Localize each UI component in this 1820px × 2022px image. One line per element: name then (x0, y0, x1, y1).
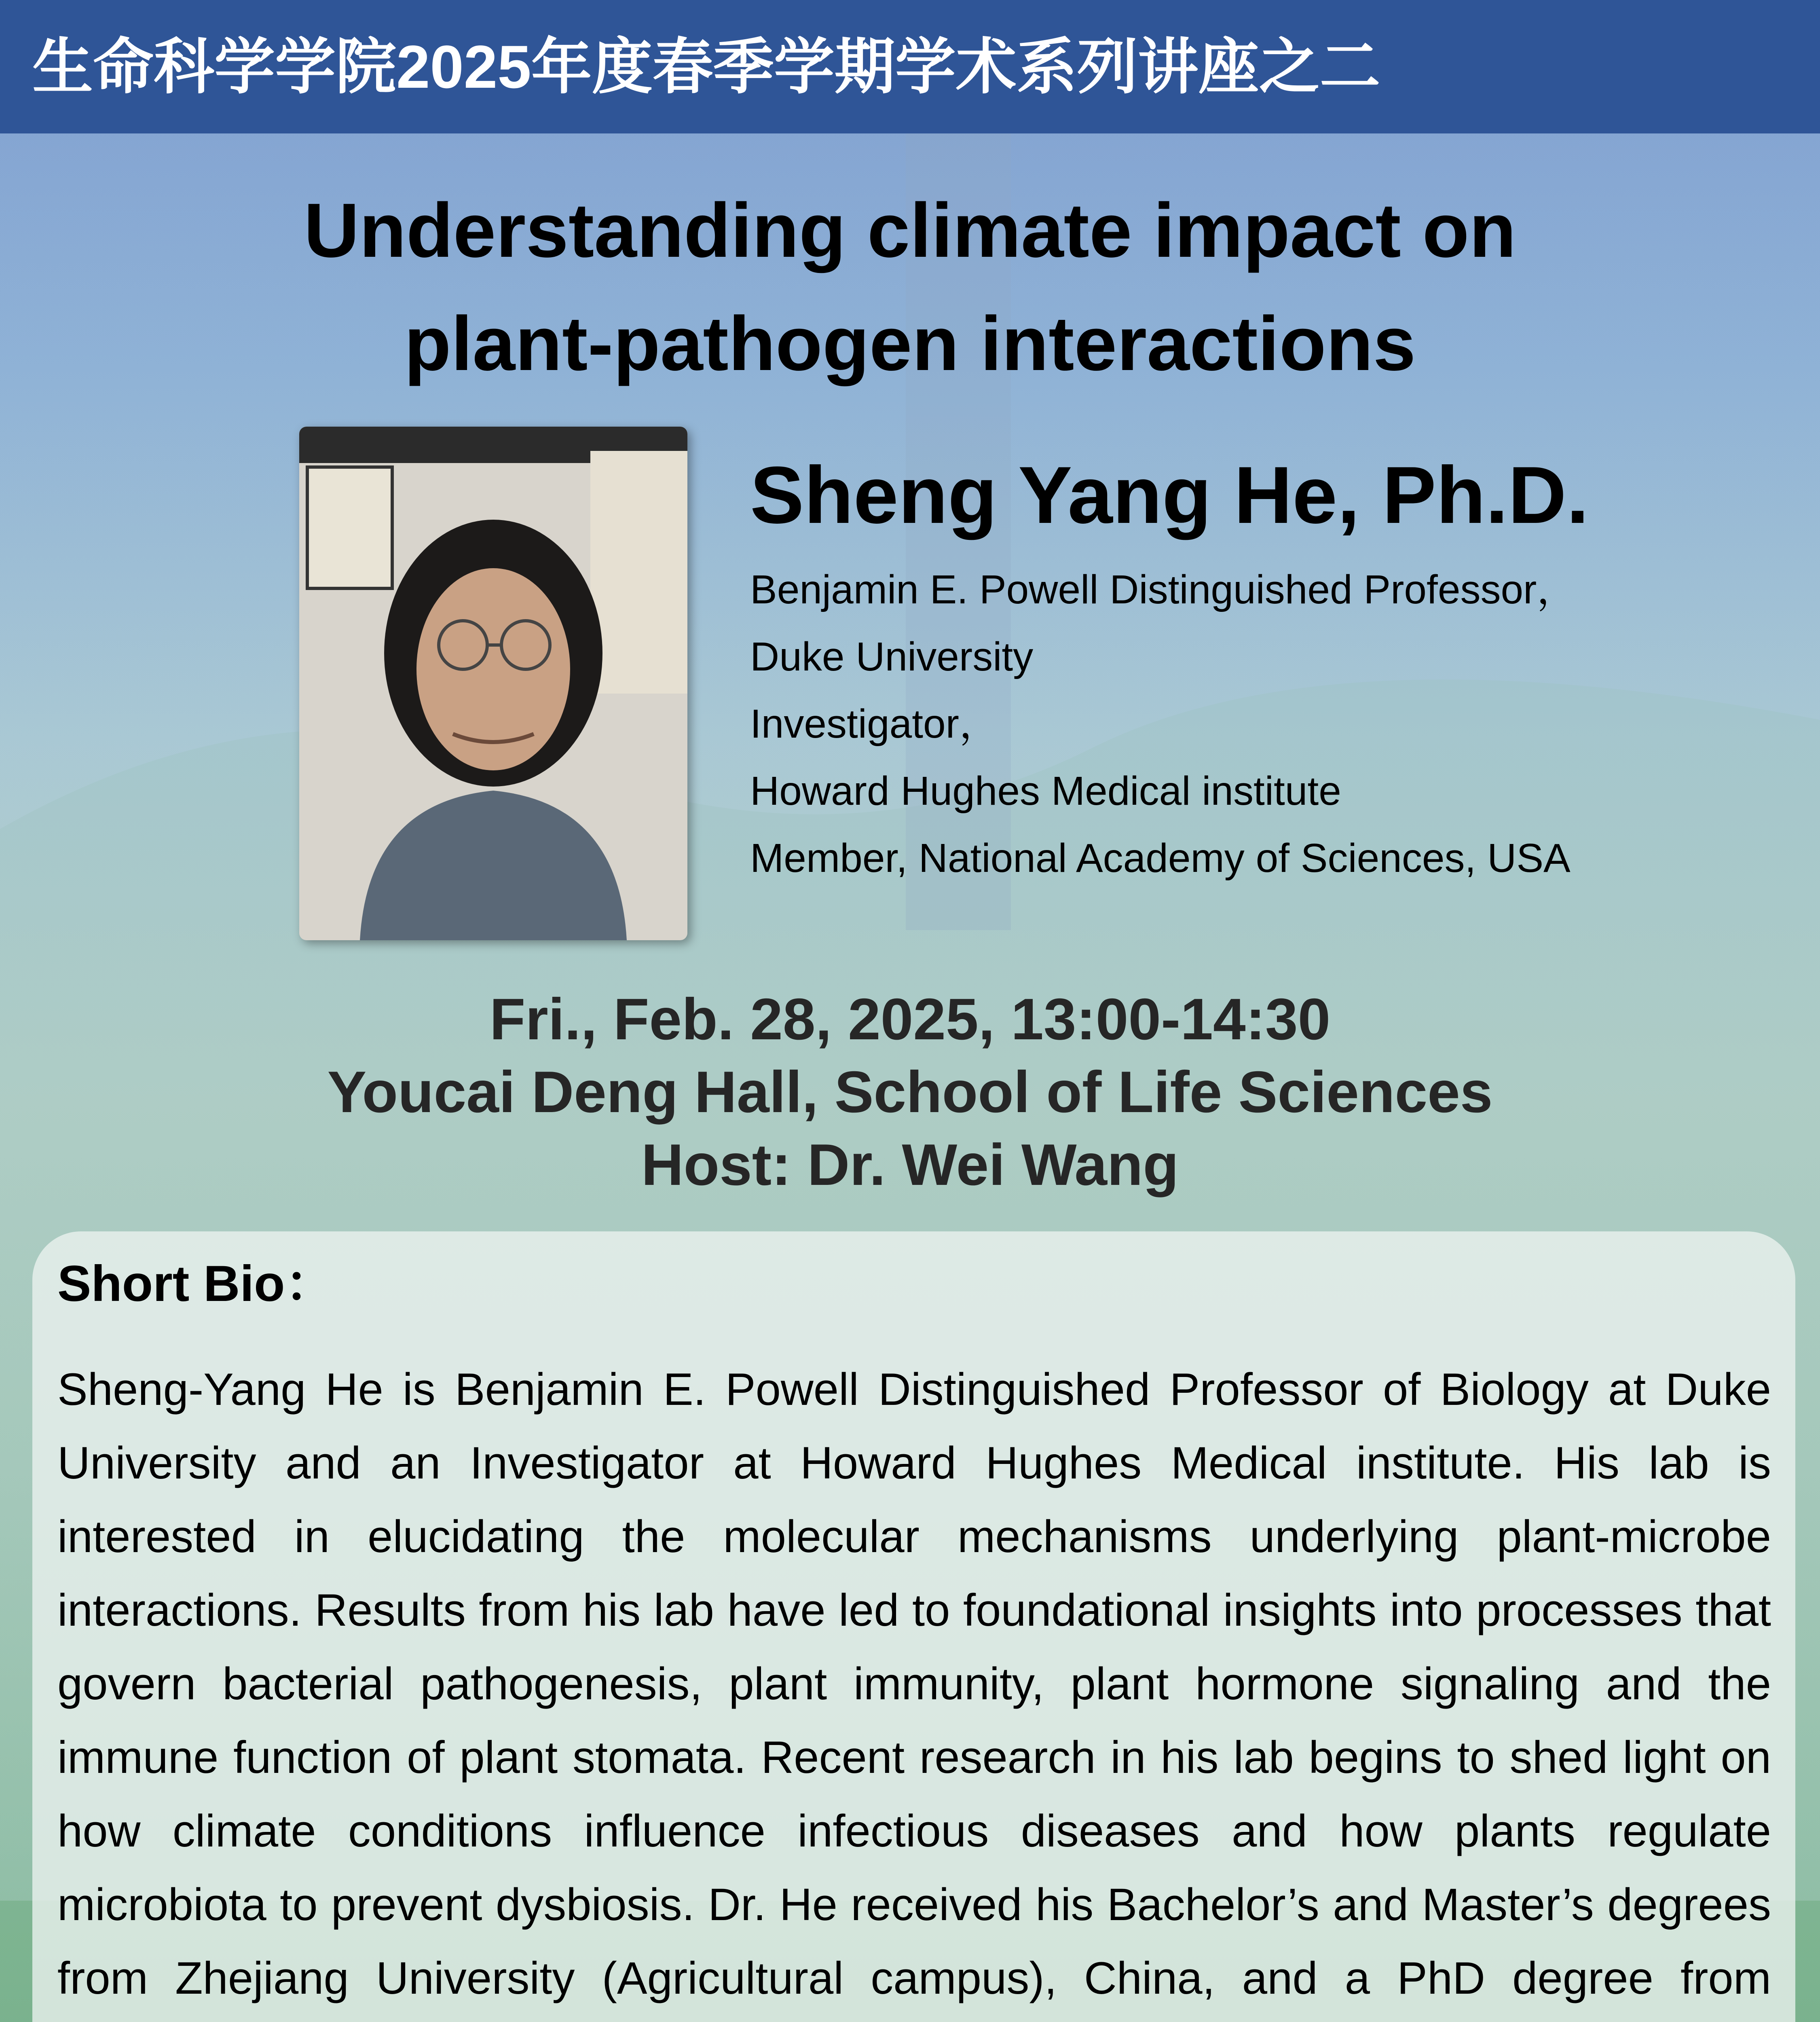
affiliation-line: Benjamin E. Powell Distinguished Professor， (750, 567, 1577, 612)
affiliation-line: Duke University (750, 634, 1034, 679)
bio-text: Sheng-Yang He is Benjamin E. Powell Distinguished Professor of Biology at Duke University and an Investigator at Howard Hughes Medical institute. His lab is interested in elucidating the molecular mechanisms underlying plant-microbe interactions. Results from his lab have led to foundational insights into processes that govern bacterial pathogenesis, plant immunity, plant hormone signaling and the immune function of plant stomata. Recent research in his lab begins to shed light on how climate conditions influence infectious diseases and how plants regulate microbiota to prevent dysbiosis. Dr. He received his Bachelor’s and Master’s degrees from Zhejiang University (Agricultural campus), China, and a PhD degree from (57, 1364, 1771, 2003)
lecture-title-line1: Understanding climate impact on (304, 188, 1516, 273)
affiliation-line: Howard Hughes Medical institute (750, 768, 1341, 814)
event-datetime: Fri., Feb. 28, 2025, 13:00-14:30 (489, 986, 1331, 1052)
event-host: Host: Dr. Wei Wang (641, 1132, 1179, 1197)
bio-heading: Short Bio： (57, 1256, 336, 1312)
lecture-title (121, 174, 1699, 400)
event-details (81, 983, 1739, 1201)
header-title: 生命科学学院2025年度春季学期学术系列讲座之二 (32, 33, 1380, 101)
header-bar (0, 0, 1820, 133)
event-venue: Youcai Deng Hall, School of Life Sciences (327, 1059, 1493, 1125)
speaker-affiliations (750, 556, 1761, 892)
affiliation-line: Member, National Academy of Sciences, USA (750, 835, 1571, 881)
lecture-title-line2: plant-pathogen interactions (404, 301, 1416, 387)
bio-panel (32, 1231, 1795, 2022)
speaker-photo (299, 427, 687, 940)
speaker-portrait-illustration (299, 427, 687, 940)
affiliation-line: Investigator， (750, 701, 1000, 747)
speaker-name: Sheng Yang He, Ph.D. (750, 450, 1589, 540)
